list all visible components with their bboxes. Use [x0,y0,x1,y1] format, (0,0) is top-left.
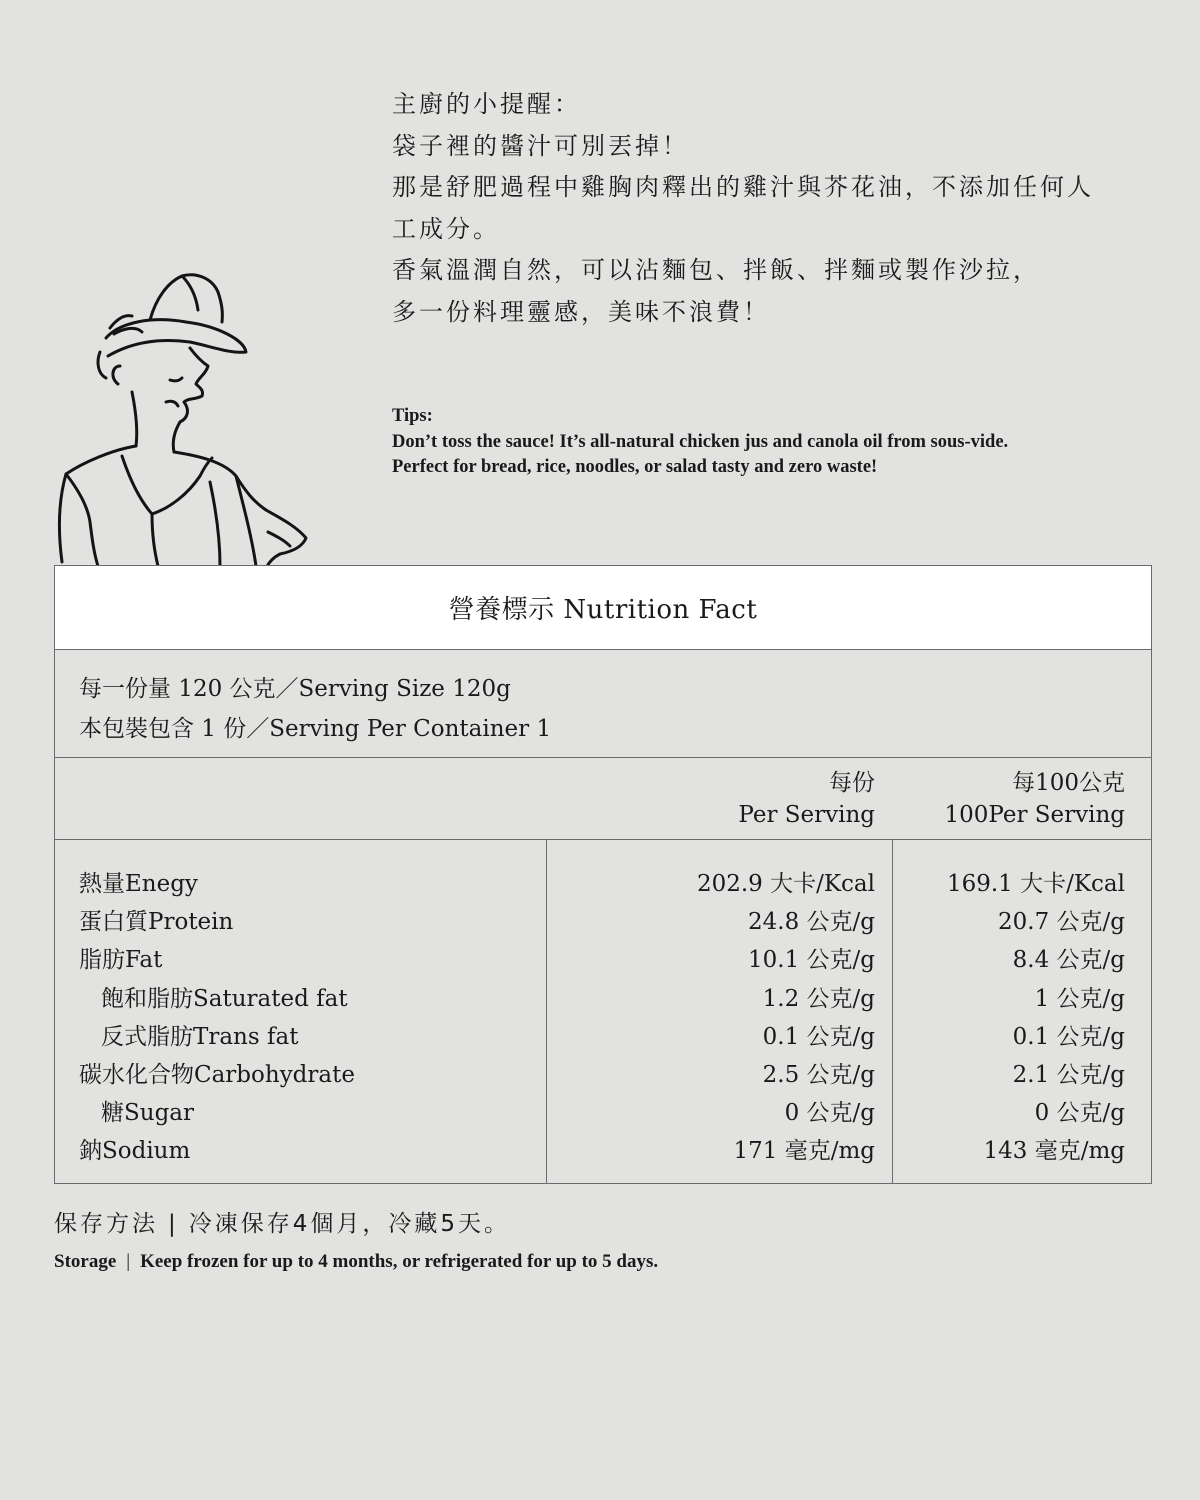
tip-zh-line: 多一份料理靈感，美味不浪費！ [392,297,770,326]
table-row [55,903,1151,941]
per-serving-value: 10.1 公克/g [748,947,875,973]
table-row [55,1056,1151,1094]
table-row [55,1018,1151,1056]
column-headers [55,758,1151,840]
per-serving-value: 1.2 公克/g [762,986,875,1012]
per-100g-value: 20.7 公克/g [998,909,1125,935]
table-row [55,1094,1151,1132]
nutrition-title: 營養標示 Nutrition Fact [55,566,1151,650]
tip-zh-line: 工成分。 [392,214,500,243]
nutrient-label: 熱量Enegy [79,871,198,897]
nutrition-table [54,565,1152,1184]
table-row [55,941,1151,979]
column-header-per-serving [738,767,875,831]
tip-zh-line: 主廚的小提醒： [392,90,581,118]
tip-en-line: Perfect for bread, rice, noodles, or salad tasty and zero waste! [392,457,878,477]
per-100g-value: 8.4 公克/g [1012,947,1125,973]
per-serving-value: 0.1 公克/g [762,1024,875,1050]
per-100g-value: 2.1 公克/g [1012,1062,1125,1088]
separator: | [126,1251,131,1272]
col2-en: 100Per Serving [944,802,1125,828]
per-100g-value: 1 公克/g [1034,986,1125,1012]
per-serving-value: 2.5 公克/g [762,1062,875,1088]
nutrient-label: 碳水化合物Carbohydrate [79,1062,355,1088]
per-serving-value: 24.8 公克/g [748,909,875,935]
per-100g-value: 0 公克/g [1034,1100,1125,1126]
column-header-per-100g [944,767,1125,831]
per-serving-value: 202.9 大卡/Kcal [696,871,875,897]
col1-en: Per Serving [738,802,875,828]
storage-english [54,1251,658,1273]
serving-info [55,650,1151,758]
tip-zh-line: 那是舒肥過程中雞胸肉釋出的雞汁與芥花油，不添加任何人 [392,173,1094,201]
storage-chinese [54,1205,510,1238]
serving-size: 每一份量 120 公克／Serving Size 120g [79,676,511,702]
nutrient-label: 鈉Sodium [79,1138,191,1164]
nutrient-label: 反式脂肪Trans fat [101,1024,299,1050]
per-serving-value: 171 毫克/mg [733,1138,875,1164]
nutrient-label: 糖Sugar [101,1100,194,1126]
col2-zh: 每100公克 [1012,770,1125,796]
table-row [55,1132,1151,1170]
storage-en-text: Keep frozen for up to 4 months, or refrigerated for up to 5 days. [140,1251,659,1272]
nutrient-rows [55,840,1151,1183]
tips-heading: Tips: [392,406,433,426]
table-row [55,980,1151,1018]
per-100g-value: 143 毫克/mg [983,1138,1125,1164]
storage-en-label: Storage [54,1251,117,1272]
separator: | [168,1211,179,1237]
nutrient-label: 脂肪Fat [79,947,163,973]
nutrient-label: 飽和脂肪Saturated fat [101,986,348,1012]
per-100g-value: 169.1 大卡/Kcal [946,871,1125,897]
tip-zh-line: 袋子裡的醬汁可別丟掉！ [392,131,689,160]
servings-per-container: 本包裝包含 1 份／Serving Per Container 1 [79,716,552,742]
chef-tips-english [392,404,1152,481]
per-serving-value: 0 公克/g [784,1100,875,1126]
chef-tips-chinese [392,84,1172,333]
chef-illustration [40,262,310,568]
per-100g-value: 0.1 公克/g [1012,1024,1125,1050]
tip-en-line: Don’t toss the sauce! It’s all-natural chicken jus and canola oil from sous-vide. [392,431,1009,452]
table-row [55,865,1151,903]
col1-zh: 每份 [829,770,875,796]
tip-zh-line: 香氣溫潤自然，可以沾麵包、拌飯、拌麵或製作沙拉， [392,256,1040,284]
storage-zh-text: 冷凍保存4個月，冷藏5天。 [188,1211,511,1237]
nutrient-label: 蛋白質Protein [79,909,234,935]
storage-zh-label: 保存方法 [54,1211,158,1237]
